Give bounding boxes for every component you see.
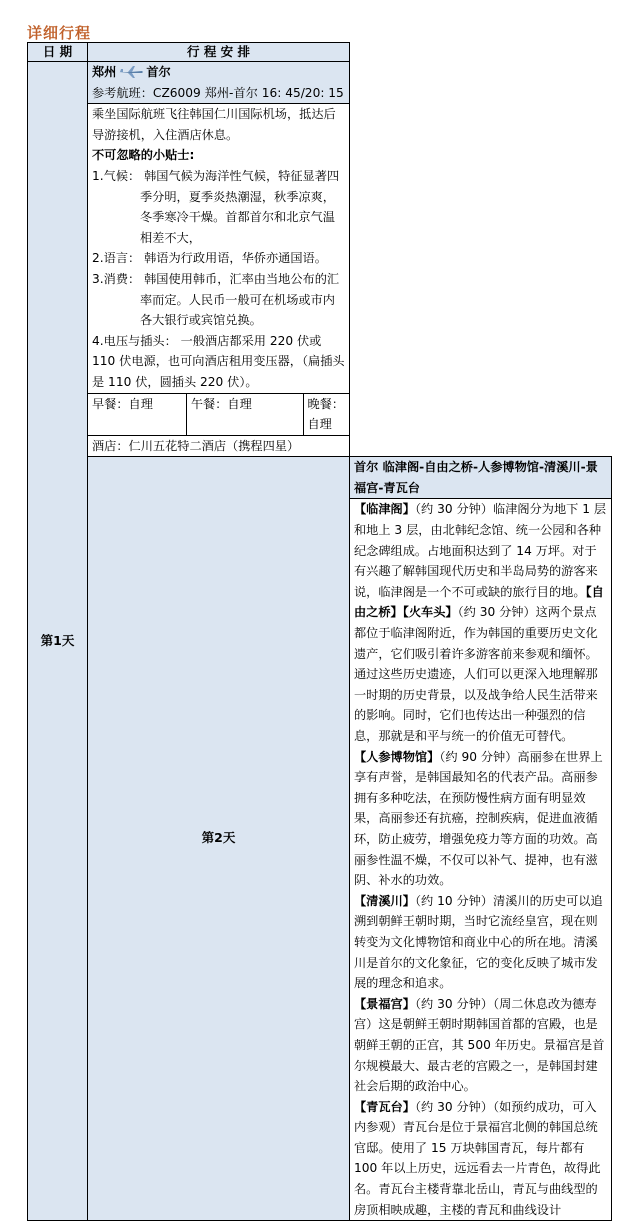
meal-lunch: 午餐：自理 [187,394,304,435]
header-schedule: 行 程 安 排 [88,43,350,62]
para-blue-house [354,1097,607,1221]
day1-flight: 参考航班：CZ6009 郑州-首尔 16: 45/20: 15 [92,85,344,100]
cheonggyecheon-desc: （约 10 分钟）清溪川的历史可以追溯到朝鲜王朝时期，当时它流经皇宫，现在则转变为文化博物馆和商业中心的所在地。清溪川是首尔的文化象征，它的变化反映了城市发展的理念和追求。 [354,893,603,991]
day1-route [92,62,345,83]
route-to: 首尔 [146,65,171,79]
para-cheonggyecheon [354,891,607,994]
day1-detail-cell [88,104,350,393]
tips-title: 不可忽略的小贴士: [92,148,195,163]
attraction-blue-house: 【青瓦台】 [354,1099,415,1114]
tip-climate: 1.气候： 韩国气候为海洋性气候，特征显著四季分明，夏季炎热潮湿，秋季凉爽，冬季寒冷干燥。首都首尔和北京气温相差不大， [92,168,340,245]
day1-route-row [28,62,612,104]
day1-intro: 乘坐国际航班飞往韩国仁川国际机场，抵达后导游接机，入住酒店休息。 [92,107,336,142]
meal-breakfast: 早餐：自理 [88,394,187,435]
day1-meals-row [28,393,612,435]
day2-label: 第2天 [88,457,350,1221]
meals [88,394,349,435]
route-from: 郑州 [92,65,117,79]
itinerary-table [27,42,612,1221]
para-imjingak [354,499,607,746]
para-ginseng [354,747,607,891]
day1-detail-row [28,104,612,393]
header-date: 日 期 [28,43,88,62]
para-gyeongbokgung [354,994,607,1097]
day2-detail-cell [350,499,612,1221]
tip-language: 2.语言： 韩语为行政用语，华侨亦通国语。 [92,251,327,266]
attraction-ginseng-museum: 【人参博物馆】 [354,749,440,764]
day1-hotel-row [28,435,612,457]
table-header-row [28,43,612,62]
day1-route-cell [88,62,350,104]
attraction-imjingak: 【临津阁】 [354,502,415,517]
meal-dinner: 晚餐：自理 [307,396,345,432]
day2-route-row [28,457,612,499]
day1-label: 第1天 [28,62,88,1221]
day1-meals-cell [88,393,350,435]
section-title: 详细行程 [27,24,92,42]
airplane-icon [118,65,144,79]
day2-route: 首尔 临津阁-自由之桥-人参博物馆-清溪川-景福宫-青瓦台 [350,457,612,499]
tip-currency: 3.消费： 韩国使用韩币，汇率由当地公布的汇率而定。人民币一般可在机场或市内各大银行或宾馆兑换。 [92,271,340,328]
day1-hotel: 酒店：仁川五花特二酒店（携程四星） [88,435,350,457]
tip-voltage: 4.电压与插头： 一般酒店都采用 220 伏或 110 伏电源，也可向酒店租用变压器，（扁插头是 110 伏，圆插头 220 伏）。 [92,333,345,389]
ginseng-desc: （约 90 分钟）高丽参在世界上享有声誉，是韩国最知名的代表产品。高丽参拥有多种吃法，在预防慢性病方面有明显效果，高丽参还有抗癌，控制疾病，促进血液循环，防止疲劳，增强免疫力等方面的功效。高丽参性温不燥，不仅可以补气、提神，也有滋阴、补水的功效。 [354,749,603,888]
gyeongbokgung-desc: （约 30 分钟）（周二休息改为德寿宫）这是朝鲜王朝时期韩国首都的宫殿，也是朝鲜王朝的正宫，其 500 年历史。景福宫是首尔规模最大、最古老的宫殿之一，是韩国封建社会后期的政治中心。 [354,996,605,1094]
imjingak-desc: （约 30 分钟）临津阁分为地下 1 层和地上 3 层，由北韩纪念馆、统一公园和各种纪念碑组成。占地面积达到了 14 万坪。对于有兴趣了解韩国现代历史和半岛局势的游客来说，临津阁是一个不可或缺的旅行目的地。 [354,502,607,599]
attraction-freedom-bridge: 【自由之桥】【火车头】 [354,584,604,620]
attraction-cheonggyecheon: 【清溪川】 [354,893,415,908]
attraction-gyeongbokgung: 【景福宫】 [354,996,415,1011]
blue-house-desc: （约 30 分钟）（如预约成功，可入内参观）青瓦台是位于景福宫北侧的韩国总统官邸。使用了 15 万块韩国青瓦，每片都有 100 年以上历史，远远看去一片青色，故得此名。青瓦台主楼背靠北岳山，青瓦与曲线型的房顶相映成趣，主楼的青瓦和曲线设计 [354,1099,601,1217]
freedom-bridge-desc: （约 30 分钟）这两个景点都位于临津阁附近，作为韩国的重要历史文化遗产，它们吸引着许多游客前来参观和缅怀。通过这些历史遗迹，人们可以更深入地理解那一时期的历史背景，以及战争给人民生活带来的影响。同时，它们也传达出一种强烈的信息，那就是和平与统一的价值无可替代。 [354,605,598,743]
